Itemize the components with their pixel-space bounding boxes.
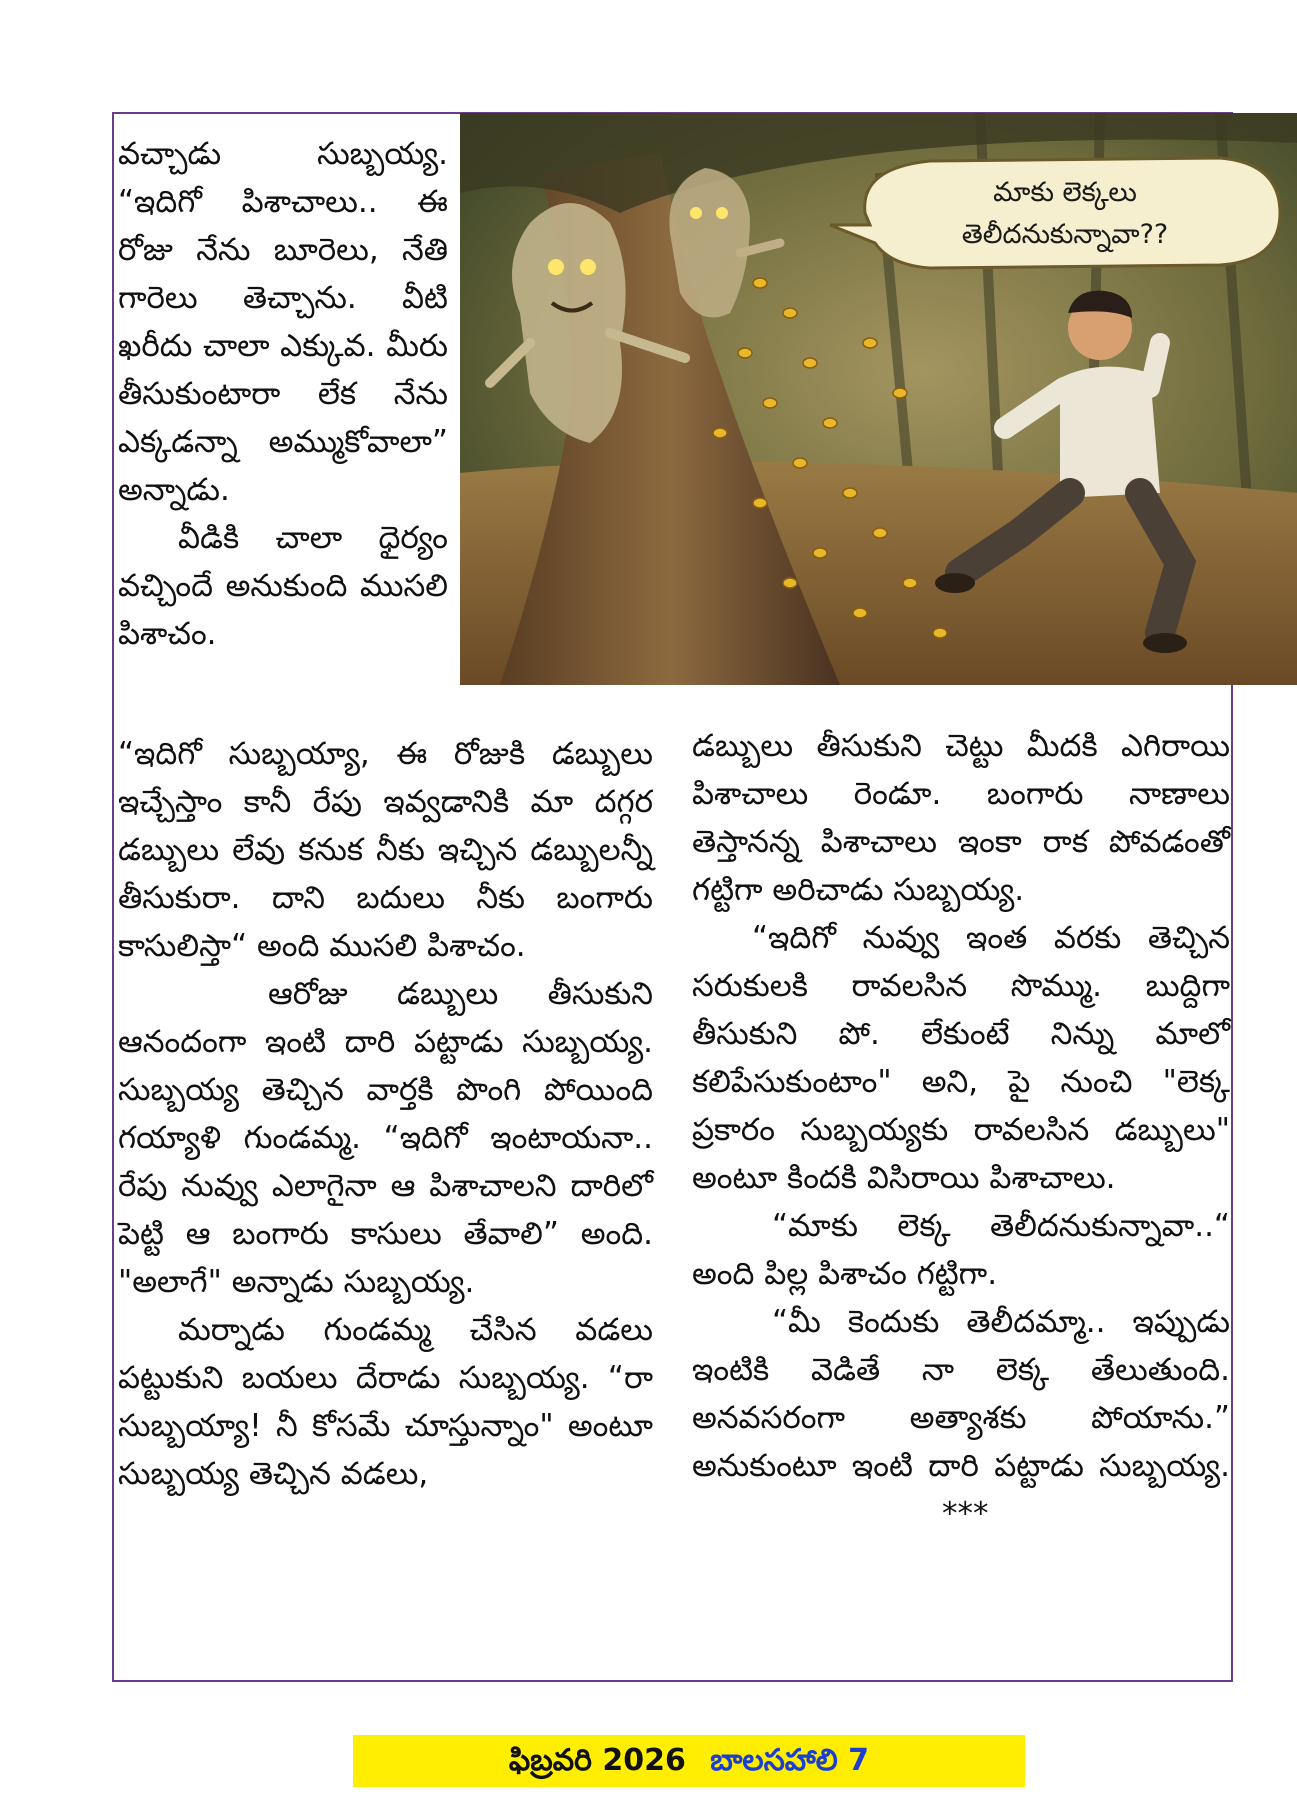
story-paragraph: “ఇదిగో సుబ్బయ్యా, ఈ రోజుకి డబ్బులు ఇచ్చేస్తాం కానీ రేపు ఇవ్వడానికి మా దగ్గర డబ్బులు లేవు కనుక నీకు ఇచ్చిన డబ్బులన్నీ తీసుకురా. దాని బదులు నీకు బంగారు కాసులిస్తా“ అంది ముసలి పిశాచం. [118, 736, 653, 964]
story-paragraph: డబ్బులు తీసుకుని చెట్టు మీదకి ఎగిరాయి పిశాచాలు రెండూ. బంగారు నాణాలు తెస్తానన్న పిశాచాలు ఇంకా రాక పోవడంతో గట్టిగా అరిచాడు సుబ్బయ్య. [692, 728, 1230, 908]
story-column-top-left [118, 130, 448, 658]
story-paragraph-text: “మీ కెందుకు తెలీదమ్మా.. ఇప్పుడు ఇంటికి వెడితే నా లెక్క తేలుతుంది. అనవసరంగా అత్యాశకు పోయాను.” అనుకుంటూ ఇంటి దారి పట్టాడు సుబ్బయ్య. [692, 1304, 1230, 1484]
story-illustration [460, 113, 1297, 685]
speech-bubble-line-2: తెలీదనుకున్నావా?? [961, 219, 1169, 250]
issue-date: ఫిబ్రవరి 2026 [508, 1743, 686, 1778]
story-paragraph [692, 1298, 1230, 1538]
page-footer [353, 1735, 1025, 1787]
story-paragraph: మర్నాడు గుండమ్మ చేసిన వడలు పట్టుకుని బయలు దేరాడు సుబ్బయ్య. “రా సుబ్బయ్యా! నీ కోసమే చూస్తున్నాం" అంటూ సుబ్బయ్య తెచ్చిన వడలు, [118, 1312, 653, 1492]
story-paragraph: ఆరోజు డబ్బులు తీసుకుని ఆనందంగా ఇంటి దారి పట్టాడు సుబ్బయ్య. సుబ్బయ్య తెచ్చిన వార్తకి పొంగి పోయింది గయ్యాళి గుండమ్మ. “ఇదిగో ఇంటాయనా.. రేపు నువ్వు ఎలాగైనా ఆ పిశాచాలని దారిలో పెట్టి ఆ బంగారు కాసులు తేవాలి” అంది. "అలాగే" అన్నాడు సుబ్బయ్య. [118, 976, 653, 1300]
story-paragraph: వచ్చాడు సుబ్బయ్య. “ఇదిగో పిశాచాలు.. ఈ రోజు నేను బూరెలు, నేతి గారెలు తెచ్చాను. వీటి ఖరీదు చాలా ఎక్కువ. మీరు తీసుకుంటారా లేక నేను ఎక్కడన్నా అమ్ముకోవాలా” అన్నాడు. [118, 136, 448, 508]
speech-bubble-line-1: మాకు లెక్కలు [993, 177, 1137, 208]
story-paragraph: వీడికి చాలా ధైర్యం వచ్చిందే అనుకుంది ముసలి పిశాచం. [118, 520, 448, 652]
story-column-right [692, 722, 1230, 1538]
end-mark: *** [942, 1496, 989, 1532]
speech-bubble [830, 158, 1280, 268]
story-paragraph: “ఇదిగో నువ్వు ఇంత వరకు తెచ్చిన సరుకులకి రావలసిన సొమ్ము. బుద్దిగా తీసుకుని పో. లేకుంటే నిన్ను మాలో కలిపేసుకుంటాం" అని, పై నుంచి "లెక్క ప్రకారం సుబ్బయ్యకు రావలసిన డబ్బులు" అంటూ కిందకి విసిరాయి పిశాచాలు. [692, 920, 1230, 1196]
story-column-left [118, 730, 653, 1498]
magazine-page-label: బాలసహాలి 7 [710, 1743, 870, 1778]
story-paragraph: “మాకు లెక్క తెలీదనుకున్నావా..“ అంది పిల్ల పిశాచం గట్టిగా. [692, 1208, 1230, 1292]
